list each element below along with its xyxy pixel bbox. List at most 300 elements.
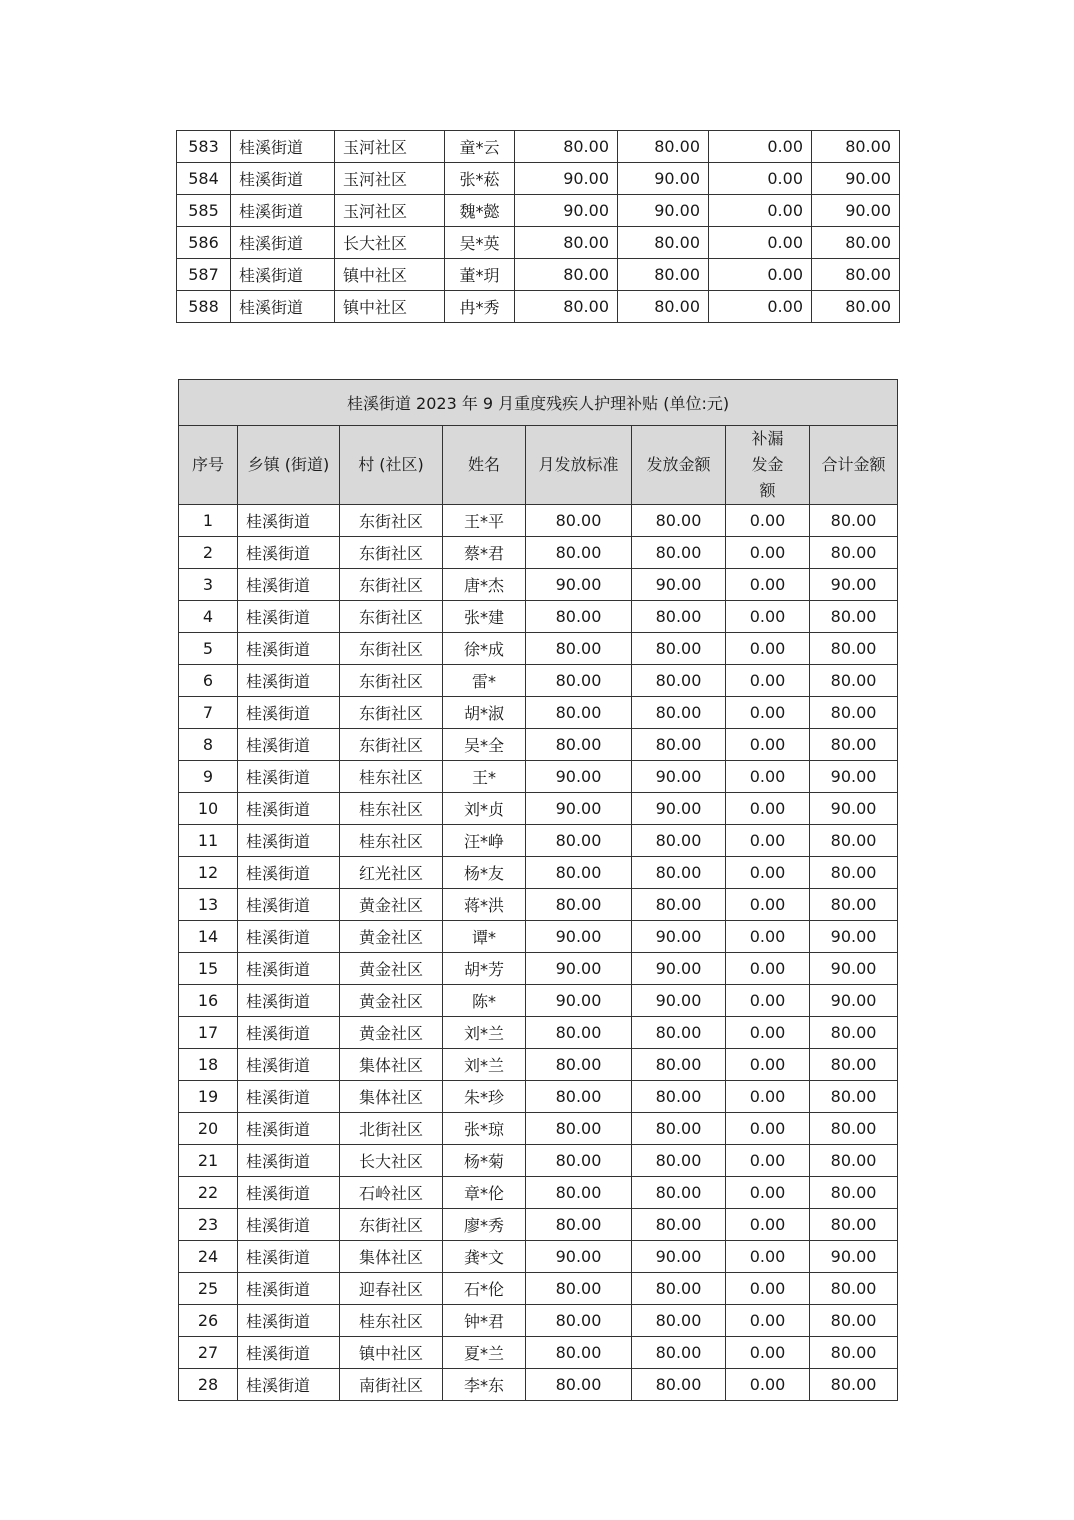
table-cell: 80.00 — [810, 825, 898, 857]
table-cell: 80.00 — [810, 601, 898, 633]
table-cell: 90.00 — [526, 953, 632, 985]
table-cell: 11 — [179, 825, 238, 857]
table-cell: 陈* — [443, 985, 526, 1017]
table-cell: 80.00 — [632, 1369, 726, 1401]
table-cell: 镇中社区 — [335, 291, 445, 323]
table-cell: 21 — [179, 1145, 238, 1177]
table-cell: 15 — [179, 953, 238, 985]
table-cell: 桂溪街道 — [238, 1209, 340, 1241]
table-cell: 吴*全 — [443, 729, 526, 761]
table-cell: 桂溪街道 — [238, 761, 340, 793]
table-cell: 李*东 — [443, 1369, 526, 1401]
table-cell: 90.00 — [812, 163, 900, 195]
table-cell: 585 — [177, 195, 231, 227]
table-cell: 80.00 — [526, 697, 632, 729]
header-monthly-standard: 月发放标准 — [526, 426, 632, 505]
table-cell: 东街社区 — [340, 601, 443, 633]
table-row — [179, 1145, 898, 1177]
table-cell: 80.00 — [526, 857, 632, 889]
table-cell: 桂溪街道 — [238, 697, 340, 729]
table-row — [179, 1017, 898, 1049]
table-cell: 雷* — [443, 665, 526, 697]
table-cell: 集体社区 — [340, 1081, 443, 1113]
table-cell: 80.00 — [810, 1049, 898, 1081]
table-cell: 90.00 — [632, 921, 726, 953]
table-cell: 东街社区 — [340, 665, 443, 697]
table-cell: 刘*兰 — [443, 1017, 526, 1049]
table-cell: 80.00 — [526, 1337, 632, 1369]
table-row — [179, 1369, 898, 1401]
table-row — [179, 953, 898, 985]
table-cell: 80.00 — [515, 259, 618, 291]
table-cell: 23 — [179, 1209, 238, 1241]
table-cell: 90.00 — [810, 953, 898, 985]
table-cell: 90.00 — [526, 1241, 632, 1273]
table-cell: 0.00 — [726, 729, 810, 761]
table-cell: 桂溪街道 — [238, 1049, 340, 1081]
table-cell: 汪*峥 — [443, 825, 526, 857]
table-cell: 0.00 — [726, 985, 810, 1017]
table-cell: 80.00 — [526, 505, 632, 537]
table-cell: 桂溪街道 — [238, 1305, 340, 1337]
table-cell: 张*琼 — [443, 1113, 526, 1145]
table-cell: 80.00 — [810, 729, 898, 761]
table-row — [179, 793, 898, 825]
table-row — [179, 1113, 898, 1145]
table-cell: 桂溪街道 — [238, 505, 340, 537]
table-cell: 桂溪街道 — [238, 1017, 340, 1049]
table-cell: 12 — [179, 857, 238, 889]
table-row — [179, 1081, 898, 1113]
table-cell: 80.00 — [526, 1081, 632, 1113]
table-row — [179, 729, 898, 761]
table-row — [179, 697, 898, 729]
table-row — [179, 857, 898, 889]
table-cell: 东街社区 — [340, 537, 443, 569]
table-cell: 0.00 — [726, 601, 810, 633]
table-cell: 胡*淑 — [443, 697, 526, 729]
table-cell: 桂溪街道 — [238, 1113, 340, 1145]
table-cell: 587 — [177, 259, 231, 291]
table-cell: 80.00 — [810, 665, 898, 697]
table-cell: 4 — [179, 601, 238, 633]
table-cell: 90.00 — [526, 569, 632, 601]
table-cell: 90.00 — [810, 1241, 898, 1273]
table-cell: 夏*兰 — [443, 1337, 526, 1369]
table-cell: 0.00 — [726, 1209, 810, 1241]
table-cell: 桂溪街道 — [238, 633, 340, 665]
table-cell: 0.00 — [709, 227, 812, 259]
table-row — [179, 921, 898, 953]
table-cell: 80.00 — [810, 1113, 898, 1145]
table-cell: 80.00 — [812, 291, 900, 323]
table-cell: 0.00 — [726, 1337, 810, 1369]
table-row — [179, 537, 898, 569]
table-cell: 80.00 — [526, 1145, 632, 1177]
table-row — [179, 825, 898, 857]
table-cell: 章*伦 — [443, 1177, 526, 1209]
table-cell: 玉河社区 — [335, 131, 445, 163]
table-cell: 黄金社区 — [340, 953, 443, 985]
table-cell: 90.00 — [515, 195, 618, 227]
table-cell: 0.00 — [726, 1145, 810, 1177]
table-cell: 玉河社区 — [335, 195, 445, 227]
subsidy-table-body — [179, 505, 898, 1401]
table-row — [179, 761, 898, 793]
table-cell: 黄金社区 — [340, 921, 443, 953]
table-cell: 0.00 — [726, 1081, 810, 1113]
table-cell: 东街社区 — [340, 569, 443, 601]
table-row — [179, 1337, 898, 1369]
table-cell: 80.00 — [515, 291, 618, 323]
table-cell: 张*菘 — [445, 163, 515, 195]
table-cell: 0.00 — [726, 1369, 810, 1401]
table-cell: 80.00 — [632, 1081, 726, 1113]
table-cell: 90.00 — [526, 793, 632, 825]
table-cell: 80.00 — [810, 889, 898, 921]
table-cell: 90.00 — [526, 985, 632, 1017]
table-row — [179, 1273, 898, 1305]
table-cell: 90.00 — [812, 195, 900, 227]
table-cell: 0.00 — [709, 131, 812, 163]
table-cell: 0.00 — [726, 921, 810, 953]
table-cell: 蒋*洪 — [443, 889, 526, 921]
table-cell: 冉*秀 — [445, 291, 515, 323]
table-cell: 80.00 — [632, 601, 726, 633]
table-cell: 0.00 — [726, 793, 810, 825]
table-cell: 黄金社区 — [340, 1017, 443, 1049]
table-cell: 80.00 — [632, 1017, 726, 1049]
table-cell: 0.00 — [726, 1273, 810, 1305]
table-cell: 唐*杰 — [443, 569, 526, 601]
table-cell: 吴*英 — [445, 227, 515, 259]
table-cell: 桂溪街道 — [238, 953, 340, 985]
table-cell: 桂溪街道 — [238, 1241, 340, 1273]
table-cell: 80.00 — [812, 259, 900, 291]
table-cell: 镇中社区 — [340, 1337, 443, 1369]
table-row — [179, 1241, 898, 1273]
table-cell: 80.00 — [515, 227, 618, 259]
table-cell: 80.00 — [810, 1369, 898, 1401]
table-cell: 80.00 — [632, 889, 726, 921]
table-cell: 0.00 — [726, 537, 810, 569]
table-cell: 13 — [179, 889, 238, 921]
table-cell: 1 — [179, 505, 238, 537]
table-cell: 80.00 — [810, 1145, 898, 1177]
table-cell: 南街社区 — [340, 1369, 443, 1401]
table-title: 桂溪街道 2023 年 9 月重度残疾人护理补贴 (单位:元) — [179, 380, 898, 426]
table-cell: 东街社区 — [340, 729, 443, 761]
header-name: 姓名 — [443, 426, 526, 505]
table-cell: 80.00 — [810, 857, 898, 889]
table-cell: 90.00 — [810, 985, 898, 1017]
table-cell: 90.00 — [810, 761, 898, 793]
table-cell: 8 — [179, 729, 238, 761]
table-cell: 东街社区 — [340, 697, 443, 729]
table-cell: 80.00 — [632, 1113, 726, 1145]
table-cell: 桂溪街道 — [238, 569, 340, 601]
table-row — [179, 985, 898, 1017]
table-cell: 90.00 — [632, 953, 726, 985]
table-cell: 26 — [179, 1305, 238, 1337]
table-cell: 90.00 — [618, 163, 709, 195]
table-cell: 童*云 — [445, 131, 515, 163]
table-cell: 桂溪街道 — [238, 889, 340, 921]
table-cell: 80.00 — [632, 1177, 726, 1209]
table-cell: 80.00 — [810, 1273, 898, 1305]
table-cell: 9 — [179, 761, 238, 793]
table-row — [177, 291, 900, 323]
table-title-row — [179, 380, 898, 426]
table-cell: 90.00 — [515, 163, 618, 195]
table-cell: 桂溪街道 — [238, 1177, 340, 1209]
table-cell: 90.00 — [618, 195, 709, 227]
table-cell: 80.00 — [618, 227, 709, 259]
continuation-table — [176, 130, 900, 323]
continuation-table-body — [177, 131, 900, 323]
table-cell: 90.00 — [526, 761, 632, 793]
table-row — [179, 633, 898, 665]
table-cell: 584 — [177, 163, 231, 195]
table-cell: 80.00 — [632, 857, 726, 889]
table-cell: 桂溪街道 — [231, 227, 335, 259]
table-cell: 583 — [177, 131, 231, 163]
table-cell: 桂溪街道 — [231, 195, 335, 227]
table-cell: 钟*君 — [443, 1305, 526, 1337]
table-cell: 王*平 — [443, 505, 526, 537]
table-cell: 90.00 — [526, 921, 632, 953]
table-cell: 80.00 — [810, 1177, 898, 1209]
table-cell: 80.00 — [618, 259, 709, 291]
table-cell: 28 — [179, 1369, 238, 1401]
table-cell: 杨*友 — [443, 857, 526, 889]
table-cell: 桂溪街道 — [231, 163, 335, 195]
table-row — [179, 601, 898, 633]
table-cell: 镇中社区 — [335, 259, 445, 291]
table-cell: 杨*菊 — [443, 1145, 526, 1177]
table-cell: 桂溪街道 — [238, 601, 340, 633]
table-cell: 6 — [179, 665, 238, 697]
table-cell: 80.00 — [632, 1209, 726, 1241]
header-town: 乡镇 (街道) — [238, 426, 340, 505]
table-cell: 黄金社区 — [340, 889, 443, 921]
table-cell: 玉河社区 — [335, 163, 445, 195]
table-row — [179, 569, 898, 601]
table-cell: 黄金社区 — [340, 985, 443, 1017]
header-total: 合计金额 — [810, 426, 898, 505]
table-cell: 0.00 — [709, 259, 812, 291]
table-cell: 80.00 — [810, 537, 898, 569]
table-cell: 80.00 — [632, 1337, 726, 1369]
table-cell: 东街社区 — [340, 505, 443, 537]
table-cell: 80.00 — [632, 1273, 726, 1305]
table-cell: 桂溪街道 — [238, 921, 340, 953]
table-cell: 80.00 — [810, 633, 898, 665]
subsidy-table — [178, 379, 898, 1401]
table-cell: 廖*秀 — [443, 1209, 526, 1241]
table-cell: 27 — [179, 1337, 238, 1369]
table-cell: 80.00 — [526, 825, 632, 857]
table-cell: 桂溪街道 — [238, 537, 340, 569]
table-cell: 80.00 — [526, 1305, 632, 1337]
table-cell: 0.00 — [726, 1049, 810, 1081]
table-cell: 桂溪街道 — [238, 729, 340, 761]
table-cell: 0.00 — [726, 569, 810, 601]
table-cell: 桂溪街道 — [231, 131, 335, 163]
table-cell: 长大社区 — [340, 1145, 443, 1177]
table-row — [179, 1049, 898, 1081]
table-cell: 桂东社区 — [340, 793, 443, 825]
table-cell: 0.00 — [726, 953, 810, 985]
table-cell: 20 — [179, 1113, 238, 1145]
table-row — [177, 131, 900, 163]
table-cell: 0.00 — [726, 1177, 810, 1209]
table-cell: 董*玥 — [445, 259, 515, 291]
table-cell: 80.00 — [526, 537, 632, 569]
table-cell: 朱*珍 — [443, 1081, 526, 1113]
table-cell: 80.00 — [632, 825, 726, 857]
table-cell: 0.00 — [726, 825, 810, 857]
table-cell: 80.00 — [526, 1017, 632, 1049]
table-cell: 24 — [179, 1241, 238, 1273]
table-cell: 0.00 — [726, 633, 810, 665]
table-cell: 王* — [443, 761, 526, 793]
table-cell: 徐*成 — [443, 633, 526, 665]
table-cell: 80.00 — [526, 1177, 632, 1209]
table-cell: 80.00 — [810, 1337, 898, 1369]
table-cell: 0.00 — [726, 857, 810, 889]
table-row — [177, 227, 900, 259]
table-cell: 25 — [179, 1273, 238, 1305]
table-cell: 集体社区 — [340, 1241, 443, 1273]
table-cell: 龚*文 — [443, 1241, 526, 1273]
table-cell: 80.00 — [632, 537, 726, 569]
table-cell: 张*建 — [443, 601, 526, 633]
table-cell: 22 — [179, 1177, 238, 1209]
table-cell: 90.00 — [632, 793, 726, 825]
table-cell: 0.00 — [726, 1305, 810, 1337]
table-cell: 5 — [179, 633, 238, 665]
table-row — [177, 259, 900, 291]
table-cell: 80.00 — [526, 1273, 632, 1305]
table-cell: 桂溪街道 — [238, 825, 340, 857]
table-cell: 东街社区 — [340, 633, 443, 665]
table-cell: 桂溪街道 — [238, 1273, 340, 1305]
table-cell: 0.00 — [726, 761, 810, 793]
table-cell: 14 — [179, 921, 238, 953]
table-cell: 80.00 — [632, 665, 726, 697]
table-cell: 90.00 — [632, 569, 726, 601]
table-cell: 0.00 — [709, 291, 812, 323]
table-cell: 80.00 — [812, 227, 900, 259]
table-cell: 80.00 — [632, 633, 726, 665]
header-amount: 发放金额 — [632, 426, 726, 505]
table-cell: 80.00 — [810, 1017, 898, 1049]
table-cell: 80.00 — [526, 1209, 632, 1241]
table-cell: 586 — [177, 227, 231, 259]
header-index: 序号 — [179, 426, 238, 505]
table-cell: 0.00 — [726, 665, 810, 697]
table-cell: 刘*贞 — [443, 793, 526, 825]
table-cell: 80.00 — [810, 1081, 898, 1113]
table-cell: 0.00 — [709, 163, 812, 195]
table-cell: 桂东社区 — [340, 1305, 443, 1337]
table-cell: 80.00 — [632, 505, 726, 537]
table-cell: 桂溪街道 — [238, 1337, 340, 1369]
table-cell: 80.00 — [526, 601, 632, 633]
table-cell: 80.00 — [632, 1305, 726, 1337]
table-cell: 桂东社区 — [340, 761, 443, 793]
table-cell: 80.00 — [515, 131, 618, 163]
table-cell: 北街社区 — [340, 1113, 443, 1145]
table-cell: 0.00 — [726, 1113, 810, 1145]
table-cell: 18 — [179, 1049, 238, 1081]
table-cell: 80.00 — [632, 1049, 726, 1081]
table-cell: 80.00 — [632, 1145, 726, 1177]
table-cell: 桂溪街道 — [238, 1369, 340, 1401]
table-cell: 80.00 — [810, 1305, 898, 1337]
table-cell: 0.00 — [726, 505, 810, 537]
table-cell: 2 — [179, 537, 238, 569]
table-cell: 桂东社区 — [340, 825, 443, 857]
table-cell: 桂溪街道 — [238, 1145, 340, 1177]
table-cell: 19 — [179, 1081, 238, 1113]
table-cell: 0.00 — [726, 1241, 810, 1273]
table-row — [179, 1305, 898, 1337]
table-cell: 3 — [179, 569, 238, 601]
table-cell: 迎春社区 — [340, 1273, 443, 1305]
table-cell: 0.00 — [726, 889, 810, 921]
table-cell: 80.00 — [526, 889, 632, 921]
table-cell: 17 — [179, 1017, 238, 1049]
table-cell: 80.00 — [810, 697, 898, 729]
header-supplement: 补漏发金额 — [726, 426, 810, 505]
table-cell: 80.00 — [618, 131, 709, 163]
table-cell: 桂溪街道 — [238, 985, 340, 1017]
table-cell: 桂溪街道 — [238, 1081, 340, 1113]
table-cell: 16 — [179, 985, 238, 1017]
table-row — [179, 665, 898, 697]
table-cell: 80.00 — [526, 665, 632, 697]
table-cell: 7 — [179, 697, 238, 729]
table-cell: 桂溪街道 — [231, 259, 335, 291]
table-cell: 0.00 — [726, 697, 810, 729]
table-cell: 90.00 — [810, 793, 898, 825]
table-cell: 10 — [179, 793, 238, 825]
table-cell: 胡*芳 — [443, 953, 526, 985]
table-row — [179, 1177, 898, 1209]
table-cell: 90.00 — [632, 761, 726, 793]
table-header-row — [179, 426, 898, 505]
table-row — [179, 1209, 898, 1241]
table-cell: 80.00 — [810, 1209, 898, 1241]
table-cell: 桂溪街道 — [238, 793, 340, 825]
table-cell: 588 — [177, 291, 231, 323]
table-cell: 80.00 — [526, 1049, 632, 1081]
table-cell: 桂溪街道 — [231, 291, 335, 323]
table-cell: 谭* — [443, 921, 526, 953]
table-cell: 石岭社区 — [340, 1177, 443, 1209]
table-cell: 长大社区 — [335, 227, 445, 259]
table-cell: 80.00 — [632, 697, 726, 729]
table-cell: 0.00 — [709, 195, 812, 227]
table-row — [179, 889, 898, 921]
table-cell: 90.00 — [632, 985, 726, 1017]
table-cell: 魏*懿 — [445, 195, 515, 227]
table-cell: 集体社区 — [340, 1049, 443, 1081]
table-cell: 80.00 — [810, 505, 898, 537]
table-cell: 80.00 — [526, 633, 632, 665]
